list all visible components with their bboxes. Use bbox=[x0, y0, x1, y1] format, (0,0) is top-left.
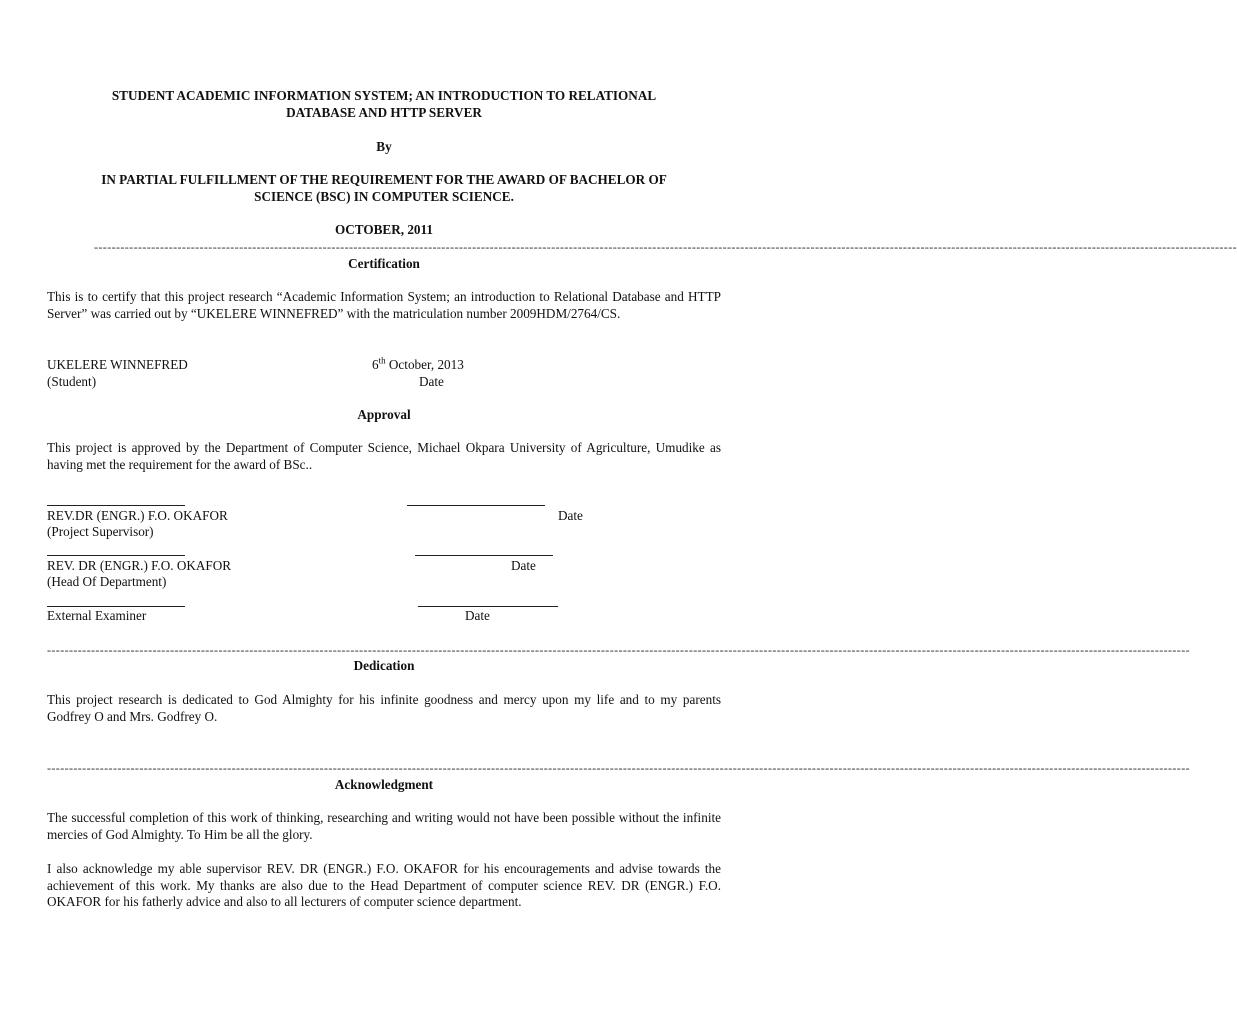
separator-line: -------------------------------------------------------------------------------------------------------------------------------------------------------------------------------------------------------------------------------------------------------------------- bbox=[47, 643, 1190, 657]
hod-role: (Head Of Department) bbox=[47, 574, 167, 589]
date-line bbox=[407, 505, 545, 506]
date-line bbox=[415, 555, 553, 556]
supervisor-name: REV.DR (ENGR.) F.O. OKAFOR bbox=[47, 508, 228, 523]
title-line-2: DATABASE AND HTTP SERVER bbox=[286, 105, 482, 120]
date-heading: OCTOBER, 2011 bbox=[335, 222, 433, 237]
signature-line bbox=[47, 606, 185, 607]
signature-line bbox=[47, 505, 185, 506]
supervisor-role: (Project Supervisor) bbox=[47, 524, 154, 539]
hod-name: REV. DR (ENGR.) F.O. OKAFOR bbox=[47, 558, 232, 573]
approval-body: This project is approved by the Department of Computer Science, Michael Okpara University of Agriculture, Umudike as having met the requirement for the award of BSc.. bbox=[47, 440, 721, 472]
external-examiner-label: External Examiner bbox=[47, 608, 147, 623]
separator-line: -------------------------------------------------------------------------------------------------------------------------------------------------------------------------------------------------------------------------------------------------------------------- bbox=[94, 240, 1237, 254]
separator-line: -------------------------------------------------------------------------------------------------------------------------------------------------------------------------------------------------------------------------------------------------------------------- bbox=[47, 761, 1190, 775]
dedication-heading: Dedication bbox=[353, 658, 415, 673]
signature-date: 6th October, 2013 bbox=[372, 355, 464, 372]
certification-body: This is to certify that this project research “Academic Information System; an introduction to Relational Database and HTTP Server” was carried out by “UKELERE WINNEFRED” with the matriculation number 2009HDM/2764/CS. bbox=[47, 289, 721, 321]
date-label: Date bbox=[419, 374, 444, 389]
date-label: Date bbox=[511, 558, 536, 573]
date-label: Date bbox=[558, 508, 583, 523]
dedication-body: This project research is dedicated to God Almighty for his infinite goodness and mercy upon my life and to my parents Godfrey O and Mrs. Godfrey O. bbox=[47, 692, 721, 724]
fulfillment-line-1: IN PARTIAL FULFILLMENT OF THE REQUIREMENT FOR THE AWARD OF BACHELOR OF bbox=[101, 172, 667, 187]
student-role: (Student) bbox=[47, 374, 97, 389]
by-label: By bbox=[376, 139, 392, 154]
acknowledgment-para-1: The successful completion of this work of thinking, researching and writing would not have been possible without the infinite mercies of God Almighty. To Him be all the glory. bbox=[47, 810, 721, 842]
acknowledgment-heading: Acknowledgment bbox=[334, 777, 434, 792]
title-line-1: STUDENT ACADEMIC INFORMATION SYSTEM; AN INTRODUCTION TO RELATIONAL bbox=[111, 88, 657, 103]
fulfillment-line-2: SCIENCE (BSC) IN COMPUTER SCIENCE. bbox=[254, 189, 514, 204]
date-label: Date bbox=[465, 608, 490, 623]
certification-heading: Certification bbox=[348, 256, 420, 271]
acknowledgment-para-2: I also acknowledge my able supervisor REV. DR (ENGR.) F.O. OKAFOR for his encouragements and advise towards the achievement of this work. My thanks are also due to the Head Department of computer science REV. DR (ENGR.) F.O. OKAFOR for his fatherly advice and also to all lecturers of computer science department. bbox=[47, 861, 721, 909]
date-line bbox=[418, 606, 558, 607]
student-name: UKELERE WINNEFRED bbox=[47, 357, 188, 372]
approval-heading: Approval bbox=[357, 407, 411, 422]
signature-line bbox=[47, 555, 185, 556]
